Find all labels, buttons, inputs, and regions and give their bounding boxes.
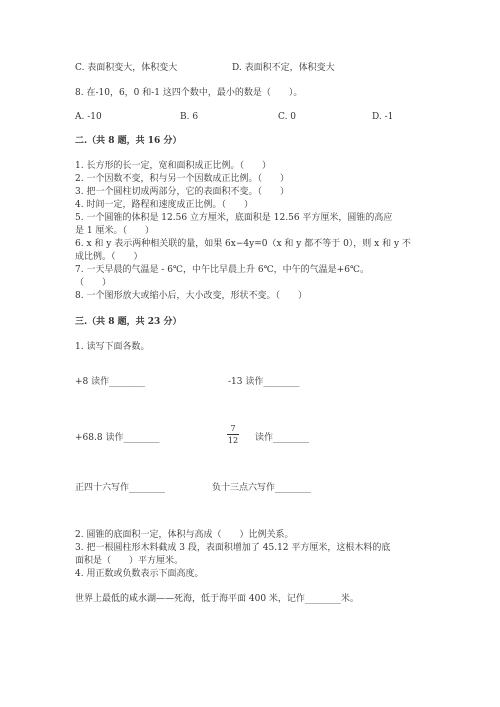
section-3-q3-line-1: 3. 把一根圆柱形木料截成 3 段，表面积增加了 45.12 平方厘米，这根木料的底 bbox=[75, 543, 391, 553]
section-3-q4-text: 世界上最低的咸水湖——死海，低于海平面 400 米，记作________米。 bbox=[75, 594, 359, 604]
section-2-item: 6. x 和 y 表示两种相关联的量，如果 6x−4y=0（x 和 y 都不等于 0），则 x 和 y 不 bbox=[75, 239, 411, 249]
q8-option-a: A. -10 bbox=[75, 112, 102, 122]
section-2-item: 是 1 厘米。（ ） bbox=[75, 226, 154, 236]
section-3-q4: 4. 用正数或负数表示下面高度。 bbox=[75, 569, 204, 579]
section-3-heading: 三.（共 8 题，共 23 分） bbox=[75, 317, 182, 327]
section-2-item: （ ） bbox=[75, 278, 112, 288]
section-2-item: 3. 把一个圆柱切成两部分，它的表面积不变。（ ） bbox=[75, 187, 289, 197]
section-2-item: 1. 长方形的长一定，宽和面积成正比例。（ ） bbox=[75, 161, 271, 171]
section-2-item: 8. 一个图形放大或缩小后，大小改变，形状不变。（ ） bbox=[75, 291, 307, 301]
fraction-numerator: 7 bbox=[230, 424, 236, 433]
section-3-q2: 2. 圆锥的底面积一定，体积与高成（ ）比例关系。 bbox=[75, 530, 294, 540]
q8-option-d: D. -1 bbox=[372, 112, 394, 122]
q7-option-c: C. 表面积变大，体积变大 bbox=[75, 63, 178, 73]
section-3-q1-stem: 1. 读写下面各数。 bbox=[75, 342, 150, 352]
read-item-3: +68.8 读作________ bbox=[75, 433, 160, 443]
write-item-2: 负十三点六写作________ bbox=[212, 483, 312, 493]
read-item-2: -13 读作________ bbox=[228, 377, 300, 387]
fraction-bar bbox=[227, 434, 239, 435]
write-item-1: 正四十六写作________ bbox=[75, 483, 166, 493]
section-3-q3-line-2: 面积是（ ）平方厘米。 bbox=[75, 556, 184, 566]
section-2-heading: 二.（共 8 题，共 16 分） bbox=[75, 136, 182, 146]
section-2-item: 2. 一个因数不变，积与另一个因数成正比例。（ ） bbox=[75, 174, 289, 184]
q8-stem: 8. 在-10，6，0 和-1 这四个数中，最小的数是（ ）。 bbox=[75, 88, 303, 98]
q8-option-c: C. 0 bbox=[278, 112, 297, 122]
section-2-item: 7. 一天早晨的气温是 - 6℃，中午比早晨上升 6℃，中午的气温是+6℃。 bbox=[75, 265, 369, 275]
q7-option-d: D. 表面积不定，体积变大 bbox=[232, 63, 335, 73]
q8-option-b: B. 6 bbox=[180, 112, 199, 122]
section-2-item: 4. 时间一定，路程和速度成正比例。（ ） bbox=[75, 200, 253, 210]
section-2-item: 成比例。（ ） bbox=[75, 252, 143, 262]
fraction-denominator: 12 bbox=[227, 436, 239, 445]
read-item-1: +8 读作________ bbox=[75, 377, 146, 387]
read-item-4: 读作________ bbox=[255, 433, 310, 443]
fraction-seven-twelfths bbox=[227, 424, 239, 445]
section-2-item: 5. 一个圆锥的体积是 12.56 立方厘米，底面积是 12.56 平方厘米，圆锥的高应 bbox=[75, 213, 393, 223]
